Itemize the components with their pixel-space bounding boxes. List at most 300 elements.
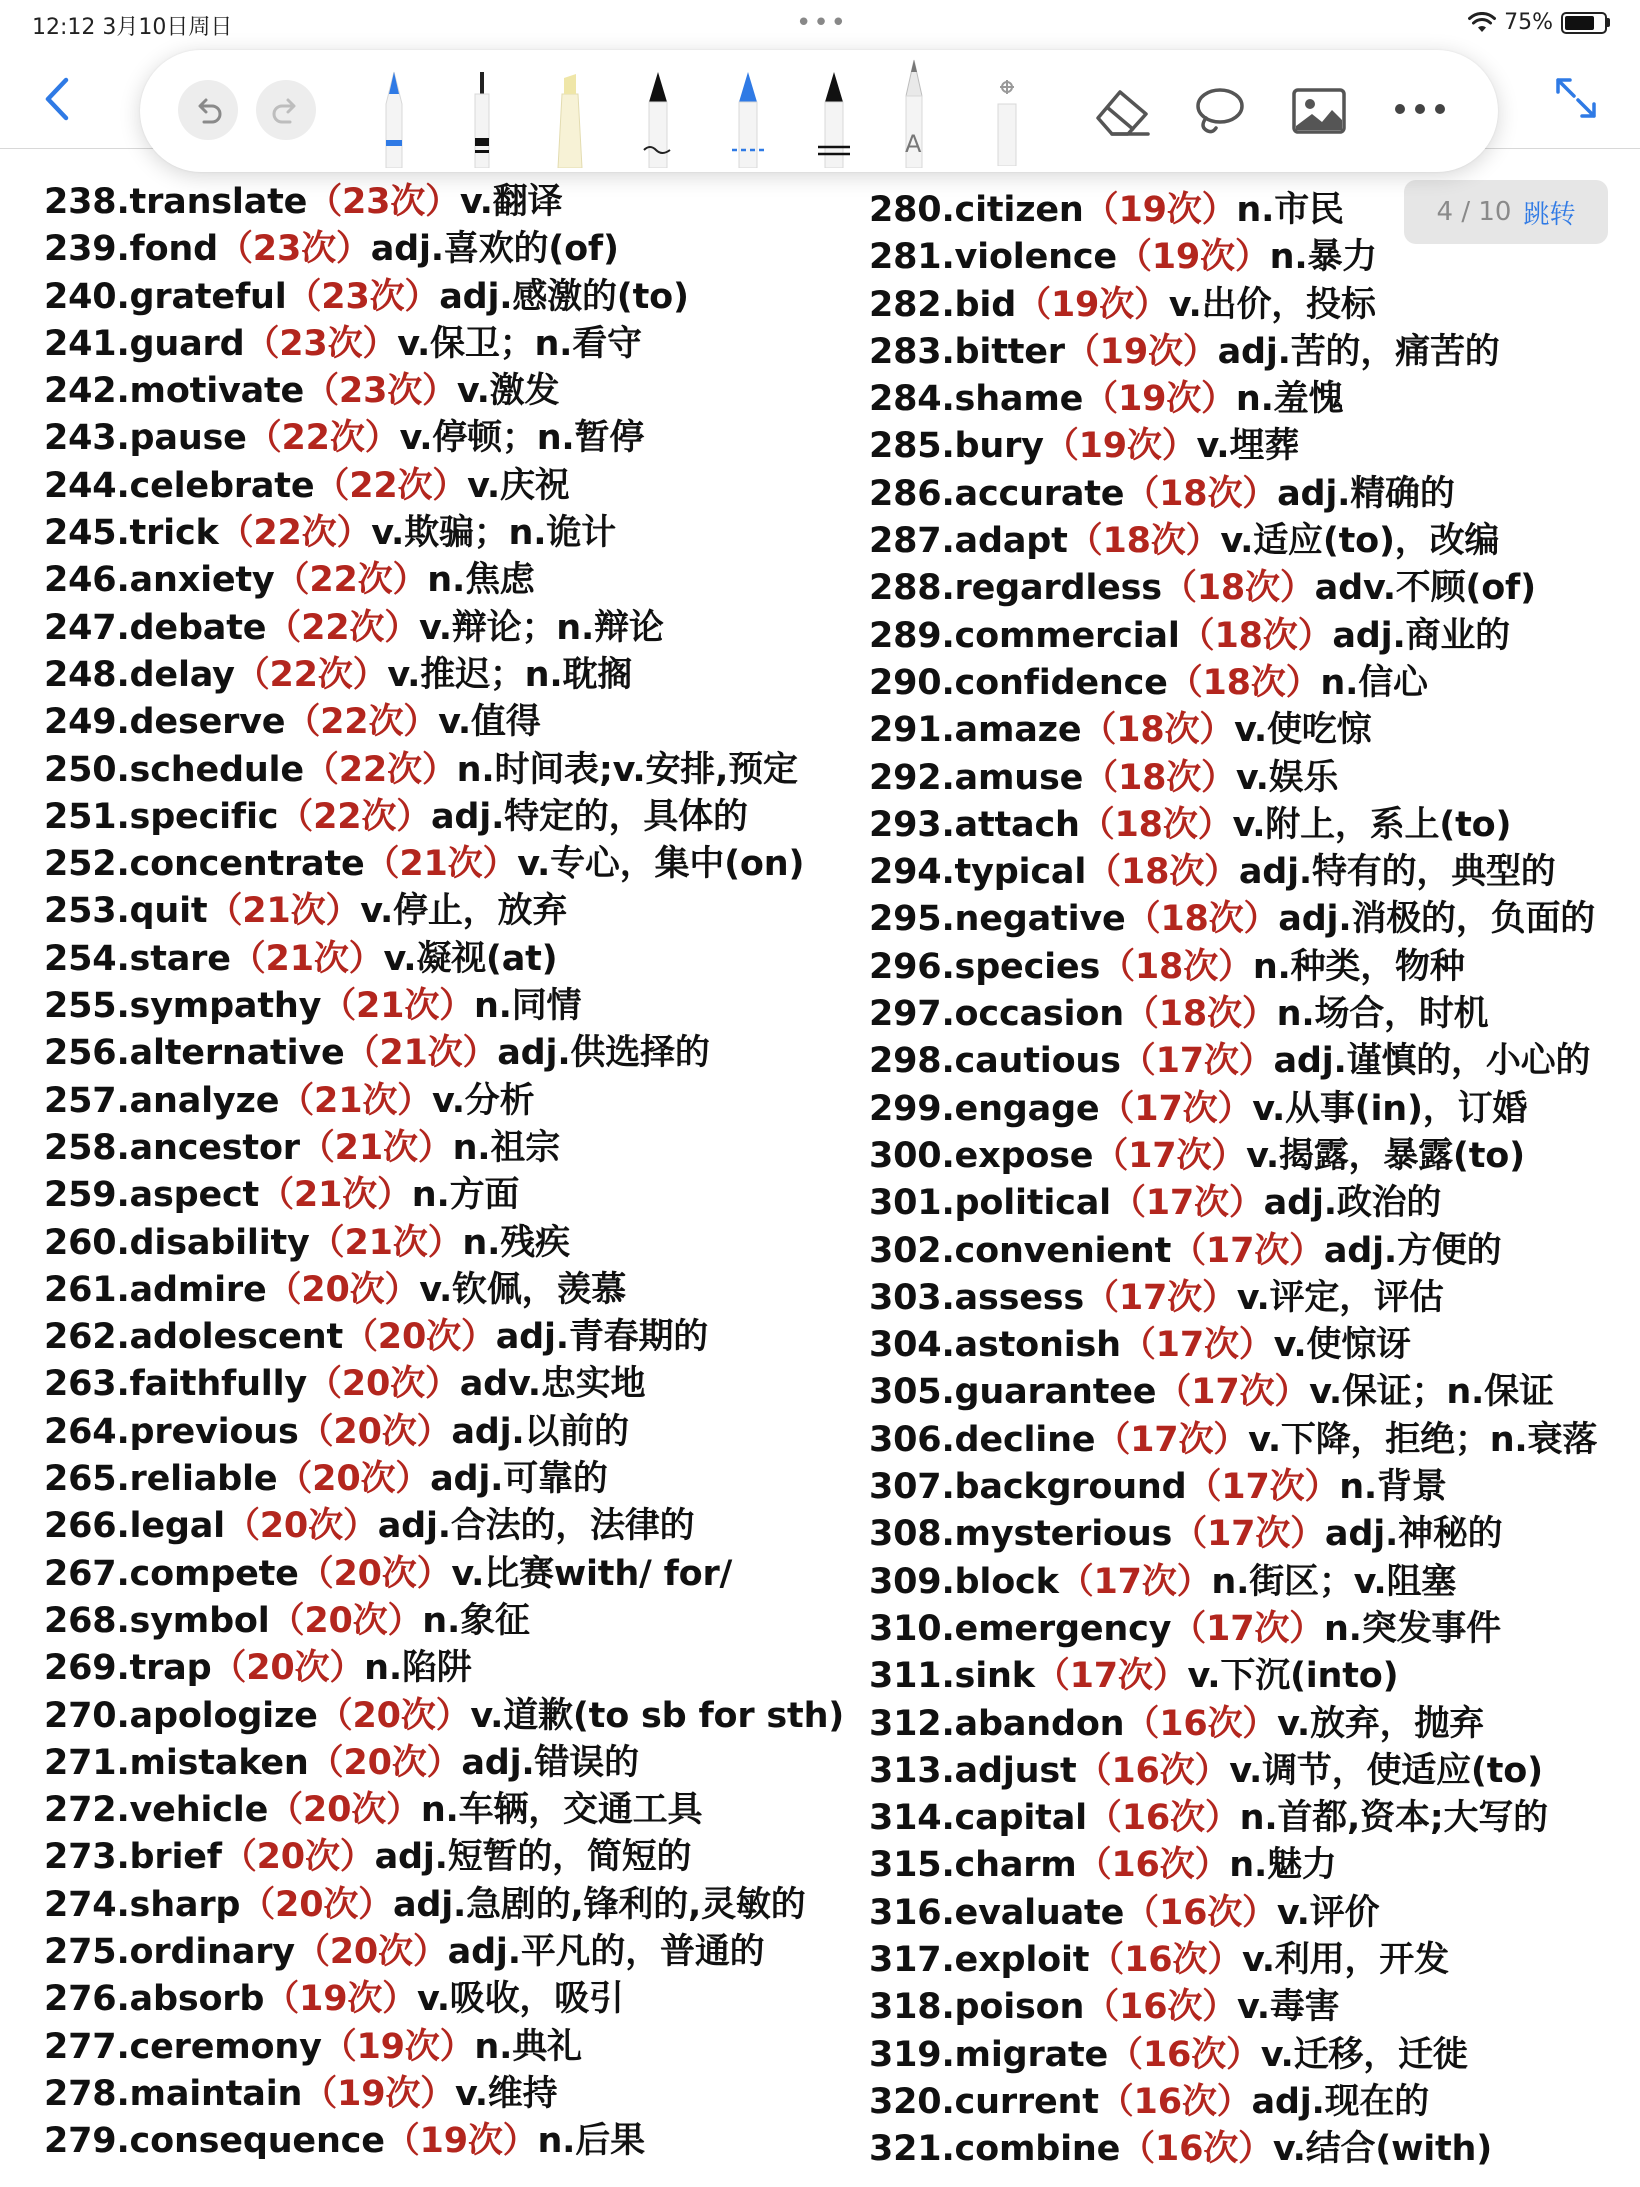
word-term: 297.occasion [869,994,1124,1035]
word-term: 262.adolescent [44,1317,343,1358]
list-item [869,802,1640,849]
list-item [44,1078,844,1125]
frequency-count: （22次） [285,702,439,743]
list-item [44,368,844,415]
frequency-count: （18次） [1100,946,1253,987]
frequency-count: （20次） [317,1695,471,1736]
word-definition: v.翻译 [459,182,563,222]
frequency-count: （23次） [307,182,460,222]
marker-icon[interactable] [638,68,678,168]
word-definition: n.首都,资本;大写的 [1239,1798,1548,1839]
word-term: 263.faithfully [44,1364,307,1405]
battery-level [1565,16,1594,30]
frequency-count: （20次） [298,1411,452,1452]
list-item [869,1653,1640,1700]
word-definition: v.评价 [1276,1892,1380,1933]
list-item [869,707,1640,754]
word-definition: n.时间表;v.安排,预定 [456,749,798,790]
word-definition: adj.谨慎的，小心的 [1273,1041,1591,1082]
word-definition: n.焦虑 [427,560,535,601]
word-term: 312.abandon [869,1703,1125,1744]
list-item [869,755,1640,802]
undo-icon [191,93,225,127]
more-icon[interactable] [1390,98,1450,120]
word-definition: v.维持 [454,2073,558,2114]
list-item [44,1976,844,2023]
list-item [44,1456,844,1503]
word-term: 301.political [869,1183,1111,1224]
word-definition: n.祖宗 [452,1127,560,1168]
word-term: 260.disability [44,1222,310,1263]
word-term: 264.previous [44,1411,299,1452]
list-item [44,1693,844,1740]
frequency-count: （18次） [1083,757,1236,798]
word-definition: v.吸收，吸引 [416,1979,624,2020]
word-term: 306.decline [869,1419,1096,1460]
word-definition: adj.合法的，法律的 [377,1506,695,1547]
list-item [44,415,844,462]
frequency-count: （16次） [1089,1939,1243,1980]
word-definition: adj.特有的，典型的 [1238,852,1556,893]
word-definition: n.街区；v.阻塞 [1211,1561,1457,1602]
word-definition: v.比赛with/ for/ [451,1553,733,1594]
list-item [44,1787,844,1834]
fineliner-icon[interactable] [462,68,502,168]
word-term: 245.trick [44,513,219,554]
expand-icon[interactable] [1552,74,1600,122]
list-item [44,841,844,888]
list-item [44,1030,844,1077]
frequency-count: （16次） [1098,2081,1252,2122]
wifi-icon [1468,12,1496,34]
battery-icon [1561,12,1610,34]
frequency-count: （16次） [1076,1750,1230,1791]
list-item [869,1464,1640,1511]
word-term: 251.specific [44,796,279,837]
word-term: 254.stare [44,938,231,979]
word-definition: v.埋葬 [1196,426,1299,467]
word-term: 300.expose [869,1135,1094,1176]
frequency-count: （22次） [246,418,400,459]
frequency-count: （18次） [1124,473,1278,514]
list-item [869,565,1640,612]
frequency-count: （19次） [302,2073,455,2114]
word-term: 291.amaze [869,710,1082,751]
word-term: 286.accurate [869,473,1125,514]
word-definition: v.迁移，迁徙 [1260,2034,1468,2075]
word-term: 289.commercial [869,615,1180,656]
list-item [44,936,844,983]
list-item [869,1890,1640,1937]
word-definition: adj.消极的，负面的 [1278,899,1596,940]
word-term: 247.debate [44,607,267,648]
list-item [44,1314,844,1361]
word-term: 272.vehicle [44,1790,269,1831]
frequency-count: （22次） [266,607,420,648]
frequency-count: （16次） [1124,1892,1277,1933]
word-definition: adj.平凡的，普通的 [447,1931,765,1972]
word-definition: v.分析 [431,1080,535,1121]
list-item [44,1740,844,1787]
frequency-count: （21次） [309,1222,463,1263]
frequency-count: （20次） [277,1459,431,1500]
frequency-count: （17次） [1171,1608,1324,1649]
list-item [869,471,1640,518]
word-term: 240.grateful [44,276,287,317]
word-definition: v.保卫；n.看守 [397,323,642,364]
word-definition: v.使吃惊 [1234,710,1372,751]
word-term: 311.sink [869,1656,1035,1697]
list-item [869,1275,1640,1322]
list-item [869,1984,1640,2031]
list-item [44,1361,844,1408]
list-item [869,1086,1640,1133]
word-term: 318.poison [869,1987,1085,2028]
list-item [869,1133,1640,1180]
list-item [44,1503,844,1550]
frequency-count: （17次） [1058,1561,1212,1602]
word-term: 257.analyze [44,1080,280,1121]
frequency-count: （16次） [1076,1845,1230,1886]
word-definition: v.激发 [456,371,560,412]
word-definition: n.市民 [1236,190,1344,230]
pen-icon[interactable] [374,68,414,168]
list-item [869,1795,1640,1842]
list-item [44,1172,844,1219]
laser-pointer-icon[interactable] [986,70,1028,166]
word-definition: v.附上，系上(to) [1232,804,1512,845]
pencil-letter: A [905,130,922,158]
word-definition: adj.精确的 [1277,473,1455,514]
frequency-count: （18次） [1081,710,1235,751]
word-definition: n.后果 [537,2121,645,2162]
marker-icon[interactable] [728,68,768,168]
word-definition: adj.特定的，具体的 [431,796,748,837]
frequency-count: （18次） [1067,521,1221,562]
word-definition: adj.错误的 [461,1742,639,1783]
redo-icon [269,93,303,127]
list-item [44,983,844,1030]
word-definition: v.钦佩，羡慕 [419,1269,627,1310]
list-item [44,1267,844,1314]
frequency-count: （18次） [1086,852,1239,893]
list-item [869,1511,1640,1558]
list-item [44,321,844,368]
word-definition: v.适应(to)，改编 [1220,521,1500,562]
word-definition: n.魅力 [1229,1845,1337,1886]
word-term: 266.legal [44,1506,225,1547]
word-definition: adj.短暂的，简短的 [374,1837,692,1878]
word-definition: v.下降，拒绝；n.衰落 [1248,1419,1598,1460]
list-item [44,510,844,557]
list-item [869,849,1640,896]
list-item [869,282,1640,329]
word-definition: adj.供选择的 [497,1033,710,1074]
frequency-count: （19次） [1083,190,1237,230]
word-definition: adj.可靠的 [430,1459,608,1500]
word-definition: v.结合(with) [1272,2129,1493,2170]
word-term: 250.schedule [44,749,304,790]
frequency-count: （17次） [1095,1419,1249,1460]
pencil-icon[interactable] [892,58,936,168]
word-definition: adj.政治的 [1263,1183,1442,1224]
word-term: 316.evaluate [869,1892,1125,1933]
list-item [869,1417,1640,1464]
word-term: 269.trap [44,1648,212,1689]
word-term: 275.ordinary [44,1931,295,1972]
image-icon[interactable] [1290,86,1348,136]
frequency-count: （17次） [1120,1325,1274,1366]
word-definition: v.调节，使适应(to) [1229,1750,1543,1791]
word-definition: v.辩论；n.辩论 [419,607,664,648]
word-term: 244.celebrate [44,465,315,506]
list-item [869,1369,1640,1416]
word-term: 246.anxiety [44,560,275,601]
frequency-count: （16次） [1124,1703,1278,1744]
frequency-count: （22次） [274,560,428,601]
word-term: 287.adapt [869,521,1068,562]
frequency-count: （19次） [1016,284,1169,325]
word-term: 243.pause [44,418,247,459]
frequency-count: （18次） [1179,615,1333,656]
list-item [44,652,844,699]
frequency-count: （21次） [344,1033,498,1074]
frequency-count: （20次） [307,1364,460,1405]
frequency-count: （20次） [240,1884,393,1925]
frequency-count: （22次） [303,749,457,790]
word-term: 252.concentrate [44,844,365,885]
frequency-count: （18次） [1123,994,1277,1035]
word-term: 314.capital [869,1798,1087,1839]
word-term: 281.violence [869,237,1117,278]
list-item [869,2079,1640,2126]
word-term: 317.exploit [869,1939,1090,1980]
frequency-count: （17次） [1110,1183,1264,1224]
list-item [44,1409,844,1456]
word-definition: n.信心 [1320,662,1428,703]
list-item [869,1559,1640,1606]
word-definition: v.庆祝 [467,465,570,506]
redo-button[interactable] [256,80,316,140]
word-definition: n.突发事件 [1323,1608,1501,1649]
list-item [869,376,1640,423]
list-item [869,1748,1640,1795]
word-term: 321.combine [869,2129,1121,2170]
word-definition: n.象征 [422,1600,530,1641]
list-item [869,896,1640,943]
list-item [869,1842,1640,1889]
word-term: 288.regardless [869,568,1162,609]
word-definition: adj.青春期的 [495,1317,709,1358]
frequency-count: （21次） [364,844,518,885]
word-term: 238.translate [44,182,308,222]
frequency-count: （22次） [234,654,388,695]
list-item [869,1937,1640,1984]
word-definition: v.揭露，暴露(to) [1246,1135,1525,1176]
frequency-count: （17次） [1034,1656,1188,1697]
frequency-count: （17次） [1099,1088,1253,1129]
word-term: 267.compete [44,1553,299,1594]
word-definition: v.停止，放弃 [360,891,568,932]
frequency-count: （18次） [1161,568,1315,609]
list-item [44,1882,844,1929]
chevron-left-icon[interactable] [38,76,78,122]
word-definition: v.下沉(into) [1187,1656,1399,1697]
word-definition: adv.忠实地 [459,1364,646,1405]
word-term: 279.consequence [44,2121,385,2162]
frequency-count: （16次） [1084,1987,1237,2028]
frequency-count: （20次） [298,1553,452,1594]
list-item [44,463,844,510]
list-item [869,329,1640,376]
list-item [869,423,1640,470]
frequency-count: （23次） [286,276,440,317]
word-term: 259.aspect [44,1175,260,1216]
list-item [44,226,844,273]
frequency-count: （19次） [264,1979,417,2020]
word-definition: adj.商业的 [1332,615,1510,656]
highlighter-icon[interactable] [548,68,592,168]
word-term: 284.shame [869,379,1084,420]
word-term: 268.symbol [44,1600,270,1641]
frequency-count: （17次） [1084,1277,1237,1318]
frequency-count: （21次） [230,938,384,979]
multitasking-dots[interactable]: ••• [796,8,849,38]
word-term: 315.charm [869,1845,1077,1886]
frequency-count: （21次） [259,1175,412,1216]
word-term: 255.sympathy [44,986,322,1027]
word-definition: adj.现在的 [1251,2081,1430,2122]
word-definition: v.出价，投标 [1168,284,1376,325]
word-term: 309.block [869,1561,1059,1602]
list-item [44,1834,844,1881]
word-definition: v.欺骗；n.诡计 [371,513,616,554]
frequency-count: （19次） [1064,331,1218,372]
frequency-count: （17次） [1120,1041,1274,1082]
status-bar [0,0,1640,46]
frequency-count: （22次） [314,465,468,506]
frequency-count: （22次） [278,796,432,837]
frequency-count: （22次） [218,513,372,554]
word-term: 276.absorb [44,1979,265,2020]
word-term: 273.brief [44,1837,222,1878]
word-definition: adj.急剧的,锋利的,灵敏的 [392,1884,806,1925]
list-item [869,1606,1640,1653]
word-term: 270.apologize [44,1695,318,1736]
word-term: 242.motivate [44,371,305,412]
word-term: 295.negative [869,899,1126,940]
word-term: 258.ancestor [44,1127,300,1168]
word-list-right [869,187,1640,2173]
list-item [44,1220,844,1267]
list-item [44,179,844,226]
list-item [44,794,844,841]
list-item [869,1322,1640,1369]
word-term: 265.reliable [44,1459,278,1500]
list-item [44,1551,844,1598]
word-definition: n.暴力 [1269,237,1378,278]
list-item [869,613,1640,660]
word-term: 313.adjust [869,1750,1077,1791]
frequency-count: （17次） [1172,1514,1325,1555]
word-list-left [44,179,844,2165]
word-definition: n.典礼 [474,2026,582,2067]
list-item [44,699,844,746]
word-term: 280.citizen [869,190,1084,230]
frequency-count: （19次） [1043,426,1197,467]
word-term: 305.guarantee [869,1372,1157,1413]
word-term: 239.fond [44,229,218,270]
page-number: 4 / 10 [1436,197,1512,227]
frequency-count: （20次） [269,1600,423,1641]
word-definition: n.同情 [473,986,582,1027]
word-term: 310.emergency [869,1608,1172,1649]
list-item [869,1180,1640,1227]
frequency-count: （19次） [384,2121,538,2162]
frequency-count: （16次） [1108,2034,1261,2075]
word-term: 249.deserve [44,702,286,743]
word-term: 274.sharp [44,1884,241,1925]
list-item [869,2126,1640,2173]
list-item [44,1125,844,1172]
list-item [869,2032,1640,2079]
word-term: 294.typical [869,852,1087,893]
list-item [869,1701,1640,1748]
frequency-count: （21次） [279,1080,432,1121]
word-definition: n.场合，时机 [1276,994,1489,1035]
word-term: 285.bury [869,426,1044,467]
word-definition: v.凝视(at) [383,938,558,979]
word-term: 304.astonish [869,1325,1121,1366]
frequency-count: （21次） [299,1127,453,1168]
word-term: 299.engage [869,1088,1100,1129]
frequency-count: （23次） [304,371,457,412]
frequency-count: （17次） [1093,1135,1247,1176]
word-definition: adj.神秘的 [1324,1514,1503,1555]
word-definition: adj.方便的 [1323,1230,1502,1271]
word-definition: n.方面 [411,1175,520,1216]
frequency-count: （20次） [221,1837,375,1878]
list-item [44,1929,844,1976]
frequency-count: （18次） [1167,662,1321,703]
word-definition: adj.苦的，痛苦的 [1217,331,1500,372]
word-definition: n.陷阱 [364,1648,472,1689]
list-item [44,2024,844,2071]
word-term: 248.delay [44,654,235,695]
list-item [44,888,844,935]
undo-button[interactable] [178,80,238,140]
eraser-icon[interactable] [1090,84,1154,138]
list-item [44,2118,844,2165]
frequency-count: （18次） [1125,899,1279,940]
word-definition: v.推迟；n.耽搁 [387,654,633,695]
frequency-count: （20次） [211,1648,365,1689]
list-item [869,1228,1640,1275]
list-item [869,991,1640,1038]
lasso-icon[interactable] [1190,82,1248,140]
marker-icon[interactable] [814,68,854,168]
frequency-count: （20次） [308,1742,462,1783]
jump-button[interactable]: 跳转 [1523,199,1576,230]
word-definition: n.残疾 [462,1222,570,1263]
word-definition: adj.感激的(to) [439,276,689,317]
word-term: 319.migrate [869,2034,1109,2075]
frequency-count: （17次） [1171,1230,1324,1271]
frequency-count: （23次） [218,229,371,270]
word-definition: v.停顿；n.暂停 [399,418,645,459]
word-term: 277.ceremony [44,2026,322,2067]
word-term: 283.bitter [869,331,1065,372]
